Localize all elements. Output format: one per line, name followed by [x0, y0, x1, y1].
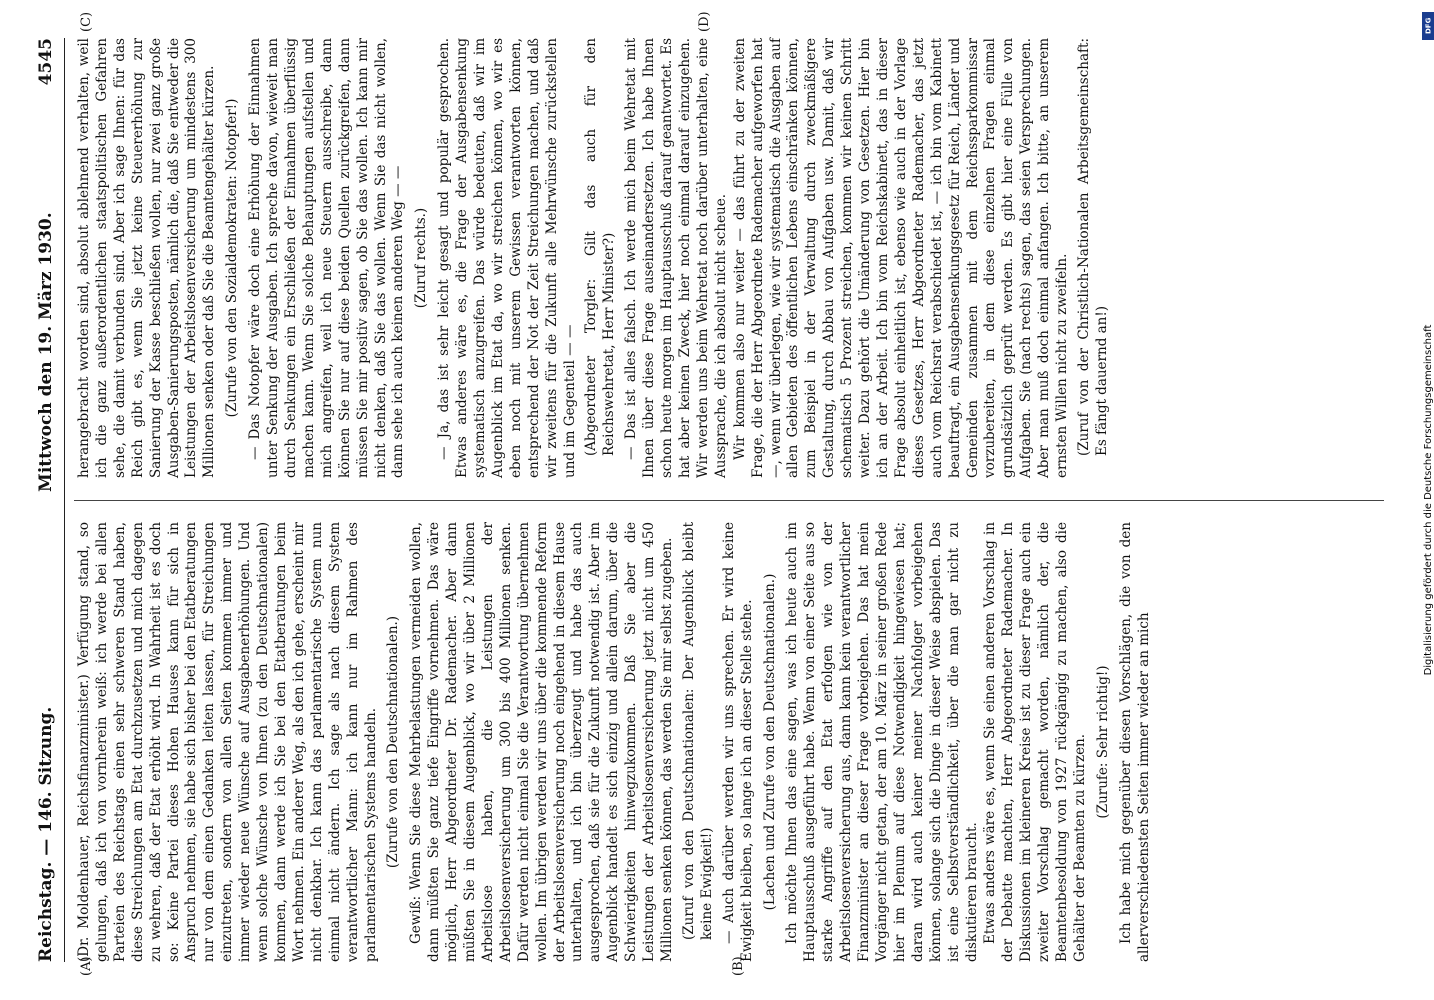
paragraph: Gewiß: Wenn Sie diese Mehrbelastungen vermeiden wollen, dann müßten Sie ganz tiefe Eingriffe vornehmen. Das wäre möglich, Herr Abgeordneter Dr. Rademacher. Aber dann müßten Sie in diesem Augenblick, wo wir über 2 Millionen Arbeitslose haben, die Leistungen der Arbeitslosenversicherung um 300 bis 400 Millionen senken. Dafür werden nicht einmal Sie die Verantwortung übernehmen wollen. Im übrigen werden wir uns über die kommende Reform der Arbeitslosenversicherung noch eingehend in diesem Hause unterhalten, und ich bin überzeugt und habe das auch ausgesprochen, daß sie für die Zukunft notwendig ist. Aber im Augenblick handelt es sich einzig und allein darum, über die Schwierigkeiten hinwegzukommen. Daß Sie aber die Leistungen der Arbeitslosenversicherung jetzt nicht um 450 Millionen senken können, das werden Sie mir selbst zugeben. [408, 522, 675, 962]
marker-c: (C) [79, 11, 94, 32]
paragraph: — Auch darüber werden wir uns sprechen. Er wird keine Ewigkeit bleiben, so lange ich an dieser Stelle stehe. [720, 522, 755, 962]
paragraph: (Dr. Moldenhauer, Reichsfinanzminister.) Verfügung stand, so gelungen, daß ich von vornherein weiß: ich werde bei allen Parteien des Reichstags einen sehr schweren Stand haben, diese Streichungen am Etat durchzusetzen und mich dagegen zu wehren, daß der Etat erhöht wird. In Wahrheit ist es doch so: Keine Partei dieses Hohen Hauses kann für sich in Anspruch nehmen, sie habe sich bisher bei den Etatberatungen nur von dem einen Gedanken leiten lassen, für Streichungen einzutreten, sondern von allen Seiten kommen immer und immer wieder neue Wünsche auf Ausgabenerhöhungen. Und wenn solche Wünsche von Ihnen (zu den Deutschnationalen) kommen, dann werde ich Sie bei den Etatberatungen beim Wort nehmen. Ein anderer Weg, als den ich gehe, erscheint mir nicht denkbar. Ich kann das parlamentarische System nun einmal nicht ändern. Ich sage als nach diesem System verantwortlicher Mann: ich kann nur im Rahmen des parlamentarischen Systems handeln. [76, 522, 379, 962]
interjection: (Zurufe von den Deutschnationalen.) [385, 615, 402, 869]
interjection: (Zurufe von den Sozialdemokraten: Notopfer!) [224, 98, 241, 418]
interjection: (Abgeordneter Torgler: Gilt das auch für den Reichswehretat, Herr Minister?) [583, 38, 618, 456]
paragraph: Ich habe mich gegenüber diesen Vorschlägen, die von den allerverschiedensten Seiten immer wieder an mich [1117, 522, 1152, 962]
right-column [76, 11, 1116, 478]
document-page [22, 11, 1412, 980]
column-divider [74, 500, 1384, 501]
interjection: (Zurufe: Sehr richtig!) [1094, 665, 1111, 819]
marker-d: (D) [697, 11, 712, 32]
interjection: (Zuruf von den Deutschnationalen: Der Augenblick bleibt keine Ewigkeit!) [680, 522, 715, 940]
paragraph: — Das Notopfer wäre doch eine Erhöhung der Einnahmen unter Senkung der Ausgaben. Ich spreche davon, wieweit man durch Senkungen ein Erschließen der Einnahmen überflüssig machen kann. Wenn Sie solche Behauptungen aufstellen und mich angreifen, weil ich neue Steuern ausschreibe, dann können Sie nur auf diese beiden Quellen zurückgreifen, dann müssen Sie mir positiv sagen, ob Sie das wollen. Ich kann mir nicht denken, daß Sie das wollen. Wenn Sie das nicht wollen, dann sehe ich auch keinen anderen Weg — — [247, 38, 407, 478]
page-number: 4545 [36, 38, 56, 86]
paragraph: — Ja, das ist sehr leicht gesagt und populär gesprochen. Etwas anderes wäre es, die Frage der Ausgabensenkung systematisch anzugreifen. Das würde bedeuten, daß wir im Augenblick im Etat da, wo wir streichen können, wo wir es eben noch mit unserem Gewissen verantworten können, entsprechend der Not der Zeit Streichungen machen, und daß wir zweitens für die Zukunft alle Mehrwünsche zurückstellen und im Gegenteil — — [436, 38, 578, 478]
interjection: (Lachen und Zurufe von den Deutschnationalen.) [761, 573, 778, 911]
dfg-logo: DFG [1422, 12, 1434, 40]
digitization-credit-text: Digitalisierung gefördert durch die Deutsche Forschungsgemeinschaft [1423, 324, 1434, 676]
header-session: Reichstag. — 146. Sitzung. [36, 706, 56, 962]
interjection: (Zuruf von der Christlich-Nationalen Arbeitsgemeinschaft: Es fängt dauernd an!) [1075, 38, 1110, 456]
marker-a: (A) [79, 956, 94, 976]
marker-b: (B) [731, 956, 746, 976]
interjection: (Zuruf rechts.) [413, 207, 430, 309]
header-date: Mittwoch den 19. März 1930. [36, 212, 56, 492]
paragraph: Ich möchte Ihnen das eine sagen, was ich heute auch im Hauptausschuß ausgeführt habe. Wenn von einer Seite aus so starke Angriffe auf den Etat erfolgen wie von der Arbeitslosenversicherung aus, dann kann kein verantwortlicher Finanzminister an dieser Frage vorbeigehen. Das hat mein Vorgänger nicht getan, der am 10. März in seiner großen Rede hier im Plenum auf diese Notwendigkeit hingewiesen hat; daran wird auch keiner meiner Nachfolger vorbeigehen können, solange sich die Dinge in dieser Weise abspielen. Das ist eine Selbstverständlichkeit, über die man gar nicht zu diskutieren braucht. [784, 522, 980, 962]
page-header [32, 38, 65, 962]
paragraph: Wir kommen also nur weiter — das führt zu der zweiten Frage, die der Herr Abgeordnete Rademacher aufgeworfen hat —, wenn wir überlegen, wie wir systematisch die Ausgaben auf allen Gebieten des öffentlichen Lebens einschränken können, zum Beispiel in der Verwaltung durch zweckmäßigere Gestaltung, durch Abbau von Aufgaben usw. Damit, daß wir schematisch 5 Prozent streichen, kommen wir keinen Schritt weiter. Dazu gehört die Umänderung von Gesetzen. Hier bin ich an der Arbeit. Ich bin vom Reichskabinett, das in dieser Frage absolut einheitlich ist, ebenso wie auch in der Vorlage dieses Gesetzes, Herr Abgeordneter Rademacher, das jetzt auch vom Reichsrat verabschiedet ist, — ich bin vom Kabinett beauftragt, ein Ausgabensenkungsgesetz für Reich, Länder und Gemeinden zusammen mit dem Reichssparkommissar vorzubereiten, in dem diese einzelnen Fragen einmal grundsätzlich geprüft werden. Es gibt hier eine Fülle von Aufgaben. Sie (nach rechts) sagen, das seien Versprechungen. Aber man muß doch einmal anfangen. Ich bitte, an unserem ernsten Willen nicht zu zweifeln. [731, 38, 1071, 478]
digitization-credit [1422, 8, 1434, 992]
paragraph: — Das ist alles falsch. Ich werde mich beim Wehretat mit Ihnen über diese Frage auseinandersetzen. Ich habe Ihnen schon heute morgen im Hauptausschuß darauf geantwortet. Es hat aber keinen Zweck, hier noch einmal darauf einzugehen. Wir werden uns beim Wehretat noch darüber unterhalten, eine Aussprache, die ich absolut nicht scheue. [623, 38, 729, 478]
left-column [76, 522, 1155, 976]
paragraph: Etwas anders wäre es, wenn Sie einen anderen Vorschlag in der Debatte machten, Herr Abgeordneter Rademacher. In Diskussionen im kleineren Kreise ist zu dieser Frage auch ein zweiter Vorschlag gemacht worden, nämlich der, die Beamtenbesoldung von 1927 rückgängig zu machen, also die Gehälter der Beamten zu kürzen. [982, 522, 1088, 962]
paragraph: herangebracht worden sind, absolut ablehnend verhalten, weil ich die ganz außerordentlichen staatspolitischen Gefahren sehe, die damit verbunden sind. Aber ich sage Ihnen: für das Reich gibt es, wenn Sie jetzt keine Steuererhöhung zur Sanierung der Kasse beschließen wollen, nur zwei ganz große Ausgaben-Sanierungsposten, nämlich die, daß Sie entweder die Leistungen der Arbeitslosenversicherung um mindestens 300 Millionen senken oder daß Sie die Beamtengehälter kürzen. [76, 38, 218, 478]
